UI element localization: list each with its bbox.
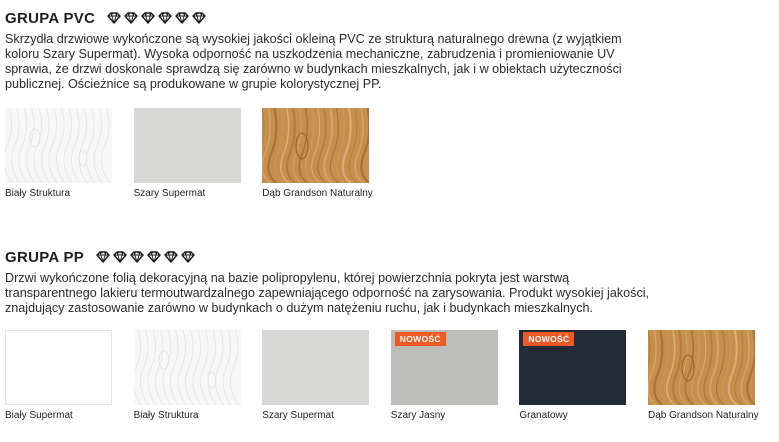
diamond-icon: [107, 12, 121, 24]
color-swatch[interactable]: [262, 330, 369, 421]
new-badge: NOWOŚĆ: [523, 332, 574, 346]
swatch-image[interactable]: [5, 330, 112, 405]
section-header: [5, 8, 755, 28]
rating-diamonds: [107, 12, 206, 24]
swatch-image[interactable]: [262, 108, 369, 183]
swatch-image[interactable]: [5, 108, 112, 183]
diamond-icon: [158, 12, 172, 24]
swatch-image[interactable]: [134, 330, 241, 405]
section-description: Drzwi wykończone folią dekoracyjną na bazie polipropylenu, której powierzchnia pokryta jest warstwą transparentnego lakieru termoutwardzalnego zapewniającego odporność na zarysowania. Produkt wysokiej jakości, znajdujący zastosowanie zarówno w budynkach o dużym natężeniu ruchu, jak i budynkach mieszkalnych.: [5, 271, 650, 315]
color-swatch[interactable]: [5, 330, 112, 421]
section-header: [5, 247, 755, 267]
color-swatch[interactable]: [134, 108, 241, 199]
section-title: GRUPA PVC: [5, 9, 96, 27]
swatch-label: Biały Struktura: [133, 410, 199, 421]
color-swatch[interactable]: [648, 330, 759, 421]
color-swatch[interactable]: [262, 108, 373, 199]
swatch-label: Granatowy: [519, 410, 568, 421]
swatch-label: Dąb Grandson Naturalny: [262, 188, 373, 199]
section-pvc: [5, 8, 755, 199]
swatch-image[interactable]: [648, 330, 755, 405]
diamond-icon: [181, 251, 195, 263]
diamond-icon: [124, 12, 138, 24]
color-swatch[interactable]: [134, 330, 241, 421]
color-swatch[interactable]: [391, 330, 498, 421]
diamond-icon: [113, 251, 127, 263]
swatch-image[interactable]: [134, 108, 241, 183]
diamond-icon: [175, 12, 189, 24]
diamond-icon: [130, 251, 144, 263]
section-title: GRUPA PP: [5, 248, 85, 266]
swatch-image[interactable]: [262, 330, 369, 405]
rating-diamonds: [96, 251, 195, 263]
section-description: Skrzydła drzwiowe wykończone są wysokiej jakości okleiną PVC ze strukturą naturalnego drewna (z wyjątkiem koloru Szary Supermat). Wysoka odporność na uszkodzenia mechaniczne, zabrudzenia i promieniowanie UV sprawia, że drzwi doskonale sprawdzą się zarówno w budynkach mieszkalnych, jak i w obiektach użyteczności publicznej. Ościeżnice są produkowane w grupie kolorystycznej PP.: [5, 32, 622, 91]
swatch-label: Biały Supermat: [5, 410, 73, 421]
section-pp: [5, 247, 759, 421]
color-swatch[interactable]: [519, 330, 626, 421]
swatch-image[interactable]: [391, 330, 498, 405]
swatch-image[interactable]: [519, 330, 626, 405]
swatch-label: Dąb Grandson Naturalny: [648, 410, 759, 421]
color-swatch[interactable]: [5, 108, 112, 199]
diamond-icon: [192, 12, 206, 24]
diamond-icon: [96, 251, 110, 263]
swatch-label: Szary Supermat: [262, 410, 334, 421]
swatch-label: Szary Supermat: [133, 188, 206, 199]
swatch-label: Biały Struktura: [5, 188, 71, 199]
diamond-icon: [147, 251, 161, 263]
diamond-icon: [164, 251, 178, 263]
new-badge: NOWOŚĆ: [395, 332, 446, 346]
diamond-icon: [141, 12, 155, 24]
swatch-label: Szary Jasny: [390, 410, 446, 421]
